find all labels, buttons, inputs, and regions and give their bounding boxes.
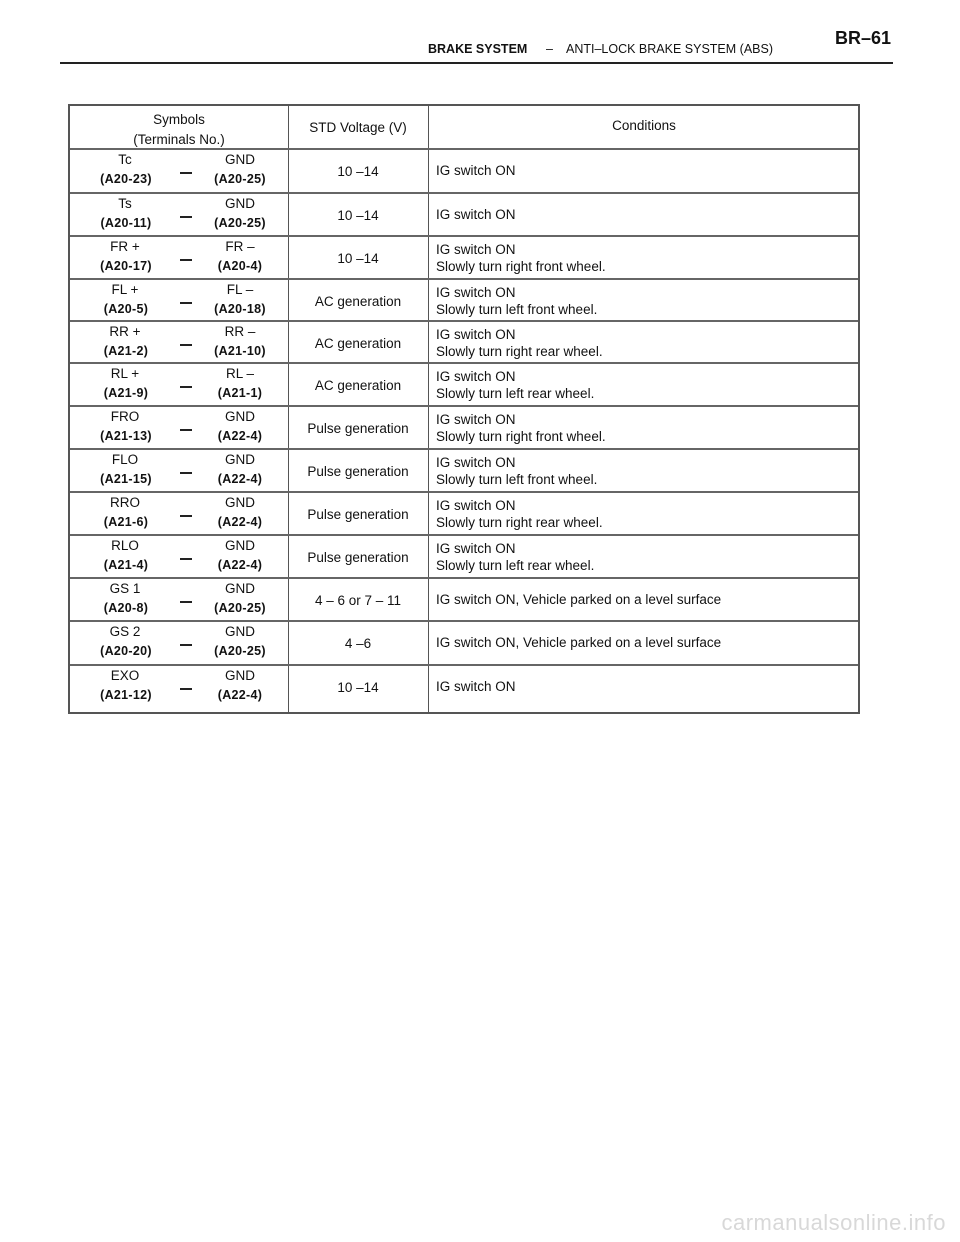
terminal-negative: (A20-18) (214, 302, 266, 316)
table-row (70, 364, 858, 407)
terminal-negative: (A20-4) (217, 259, 263, 273)
signal-negative: GND (225, 581, 255, 596)
condition-line: Slowly turn left rear wheel. (436, 386, 595, 401)
signal-negative: GND (225, 538, 255, 553)
signal-negative: RL – (225, 366, 254, 381)
std-voltage: Pulse generation (307, 464, 409, 479)
terminal-negative: (A20-25) (214, 172, 266, 186)
signal-positive: FL + (111, 282, 139, 297)
signal-negative: GND (225, 196, 255, 211)
std-voltage: 10 –14 (337, 164, 379, 179)
condition (436, 454, 597, 488)
condition-line: IG switch ON (436, 327, 516, 342)
signal-negative: GND (225, 152, 255, 167)
condition-line: Slowly turn left rear wheel. (436, 558, 595, 573)
signal-negative: GND (225, 668, 255, 683)
condition (436, 241, 606, 275)
terminal-positive: (A20-5) (103, 302, 149, 316)
condition-line: Slowly turn left front wheel. (436, 302, 598, 317)
terminal-positive: (A21-6) (103, 515, 149, 529)
std-voltage: AC generation (314, 294, 402, 309)
condition (436, 326, 603, 360)
std-voltage: 4 –6 (344, 636, 372, 651)
signal-negative: GND (225, 452, 255, 467)
subsection-title: ANTI–LOCK BRAKE SYSTEM (ABS) (566, 42, 773, 56)
terminal-positive: (A20-20) (100, 644, 152, 658)
terminal-positive: (A21-12) (100, 688, 152, 702)
terminal-positive: (A21-15) (100, 472, 152, 486)
std-voltage: 10 –14 (337, 680, 379, 695)
table-row (70, 322, 858, 364)
condition-line: IG switch ON (436, 541, 516, 556)
condition-line: IG switch ON (436, 679, 516, 694)
symbols-header: Symbols (Terminals No.) (133, 112, 225, 147)
terminal-negative: (A21-1) (217, 386, 263, 400)
signal-negative: RR – (224, 324, 256, 339)
condition-line: Slowly turn right rear wheel. (436, 515, 603, 530)
condition (436, 162, 516, 179)
condition (436, 411, 606, 445)
condition (436, 678, 516, 695)
condition-line: IG switch ON (436, 207, 516, 222)
std-voltage: 4 – 6 or 7 – 11 (314, 593, 402, 608)
page-header (60, 28, 893, 64)
table-row (70, 622, 858, 666)
condition-line: IG switch ON (436, 412, 516, 427)
signal-positive: RL + (110, 366, 140, 381)
signal-negative: FR – (225, 239, 255, 254)
condition (436, 591, 721, 608)
condition-line: Slowly turn right front wheel. (436, 429, 606, 444)
std-voltage: Pulse generation (307, 507, 409, 522)
signal-positive: RR + (109, 324, 141, 339)
signal-positive: GS 1 (109, 581, 141, 596)
table-row (70, 237, 858, 280)
signal-negative: FL – (226, 282, 254, 297)
terminal-negative: (A20-25) (214, 601, 266, 615)
signal-positive: RLO (111, 538, 139, 553)
table-row (70, 579, 858, 622)
table-row (70, 407, 858, 450)
signal-positive: FLO (111, 452, 139, 467)
table-row (70, 194, 858, 237)
condition-line: Slowly turn left front wheel. (436, 472, 598, 487)
terminal-positive: (A21-9) (103, 386, 149, 400)
terminal-negative: (A20-25) (214, 644, 266, 658)
condition (436, 368, 594, 402)
table-row (70, 666, 858, 712)
condition-line: IG switch ON, Vehicle parked on a level surface (436, 592, 722, 607)
header-separator: – (546, 42, 553, 56)
signal-positive: Tc (118, 152, 132, 167)
table-row (70, 150, 858, 194)
condition (436, 284, 597, 318)
condition-line: IG switch ON (436, 242, 516, 257)
terminal-negative: (A22-4) (217, 515, 263, 529)
signal-positive: FR + (110, 239, 140, 254)
terminal-positive: (A21-4) (103, 558, 149, 572)
conditions-header: Conditions (612, 118, 676, 133)
table-row (70, 450, 858, 493)
table-row (70, 493, 858, 536)
terminal-positive: (A20-17) (100, 259, 152, 273)
terminal-positive: (A20-23) (100, 172, 152, 186)
condition (436, 497, 603, 531)
std-voltage-header: STD Voltage (V) (309, 120, 407, 135)
signal-negative: GND (225, 409, 255, 424)
condition-line: IG switch ON (436, 163, 516, 178)
std-voltage: 10 –14 (337, 251, 379, 266)
table-row (70, 280, 858, 322)
std-voltage: AC generation (314, 378, 402, 393)
table-header-row (70, 106, 858, 150)
condition-line: IG switch ON, Vehicle parked on a level surface (436, 635, 722, 650)
signal-negative: GND (225, 624, 255, 639)
condition-line: IG switch ON (436, 455, 516, 470)
condition (436, 634, 721, 651)
signal-positive: FRO (110, 409, 140, 424)
terminal-negative: (A22-4) (217, 429, 263, 443)
watermark: carmanualsonline.info (721, 1210, 946, 1235)
condition-line: Slowly turn right front wheel. (436, 259, 606, 274)
terminal-positive: (A20-11) (100, 216, 152, 230)
condition-line: IG switch ON (436, 498, 516, 513)
std-voltage: Pulse generation (307, 421, 409, 436)
condition-line: IG switch ON (436, 285, 516, 300)
page-number: BR–61 (834, 28, 891, 48)
terminal-negative: (A22-4) (217, 688, 263, 702)
std-voltage: 10 –14 (337, 208, 379, 223)
condition-line: IG switch ON (436, 369, 516, 384)
condition (436, 206, 516, 223)
terminal-negative: (A21-10) (214, 344, 266, 358)
terminal-negative: (A22-4) (217, 472, 263, 486)
terminal-positive: (A20-8) (103, 601, 149, 615)
std-voltage: Pulse generation (307, 550, 409, 565)
condition-line: Slowly turn right rear wheel. (436, 344, 603, 359)
terminal-positive: (A21-13) (100, 429, 152, 443)
signal-positive: GS 2 (109, 624, 141, 639)
section-title: BRAKE SYSTEM (428, 42, 528, 56)
signal-negative: GND (225, 495, 255, 510)
signal-positive: Ts (118, 196, 132, 211)
table-row (70, 536, 858, 579)
signal-positive: RRO (110, 495, 140, 510)
std-voltage: AC generation (314, 336, 402, 351)
terminal-positive: (A21-2) (103, 344, 149, 358)
voltage-table (68, 104, 860, 714)
terminal-negative: (A20-25) (214, 216, 266, 230)
condition (436, 540, 594, 574)
signal-positive: EXO (110, 668, 140, 683)
terminal-negative: (A22-4) (217, 558, 263, 572)
